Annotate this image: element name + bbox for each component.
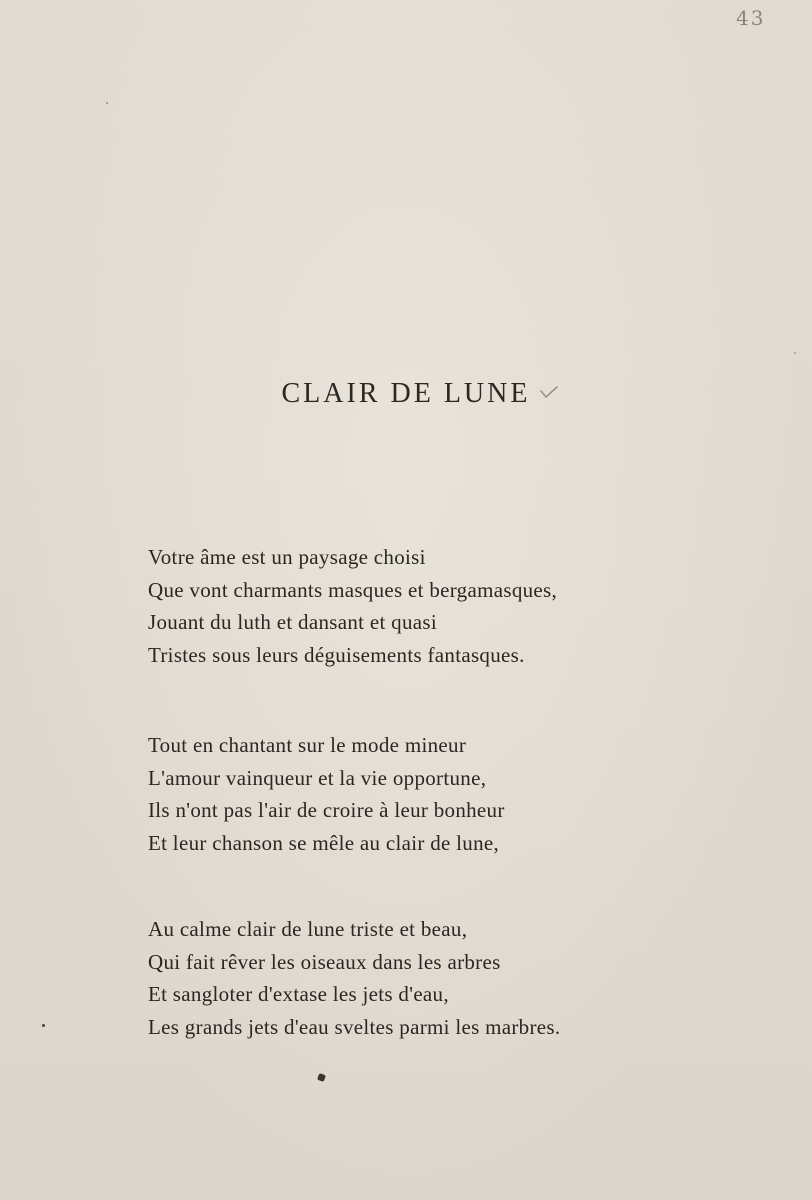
pencil-checkmark-icon (540, 386, 558, 400)
poem-title: CLAIR DE LUNE (281, 378, 531, 409)
verse-line: Jouant du luth et dansant et quasi (148, 610, 437, 634)
stanza-1 (148, 541, 708, 671)
verse-line: Les grands jets d'eau sveltes parmi les marbres. (148, 1014, 561, 1039)
verse-line: Qui fait rêver les oiseaux dans les arbres (148, 949, 501, 974)
stanza-2 (148, 729, 708, 859)
verse-line: Tout en chantant sur le mode mineur (148, 733, 467, 757)
verse-line: Au calme clair de lune triste et beau, (148, 917, 468, 941)
paper-speck (106, 102, 108, 104)
ornament-dot-icon (317, 1073, 326, 1082)
verse-line: L'amour vainqueur et la vie opportune, (148, 765, 487, 790)
verse-line: Et sangloter d'extase les jets d'eau, (148, 982, 449, 1006)
verse-line: Ils n'ont pas l'air de croire à leur bonheur (148, 798, 505, 822)
paper-speck (42, 1024, 45, 1027)
stanza-3 (148, 913, 708, 1043)
verse-line: Que vont charmants masques et bergamasques, (148, 577, 558, 602)
page-folio: 43 (736, 6, 766, 30)
verse-line: Et leur chanson se mêle au clair de lune, (148, 830, 500, 855)
paper-speck (794, 352, 796, 354)
verse-line: Tristes sous leurs déguisements fantasques. (148, 642, 525, 667)
verse-line: Votre âme est un paysage choisi (148, 545, 426, 569)
poem-title-wrap (0, 378, 812, 410)
